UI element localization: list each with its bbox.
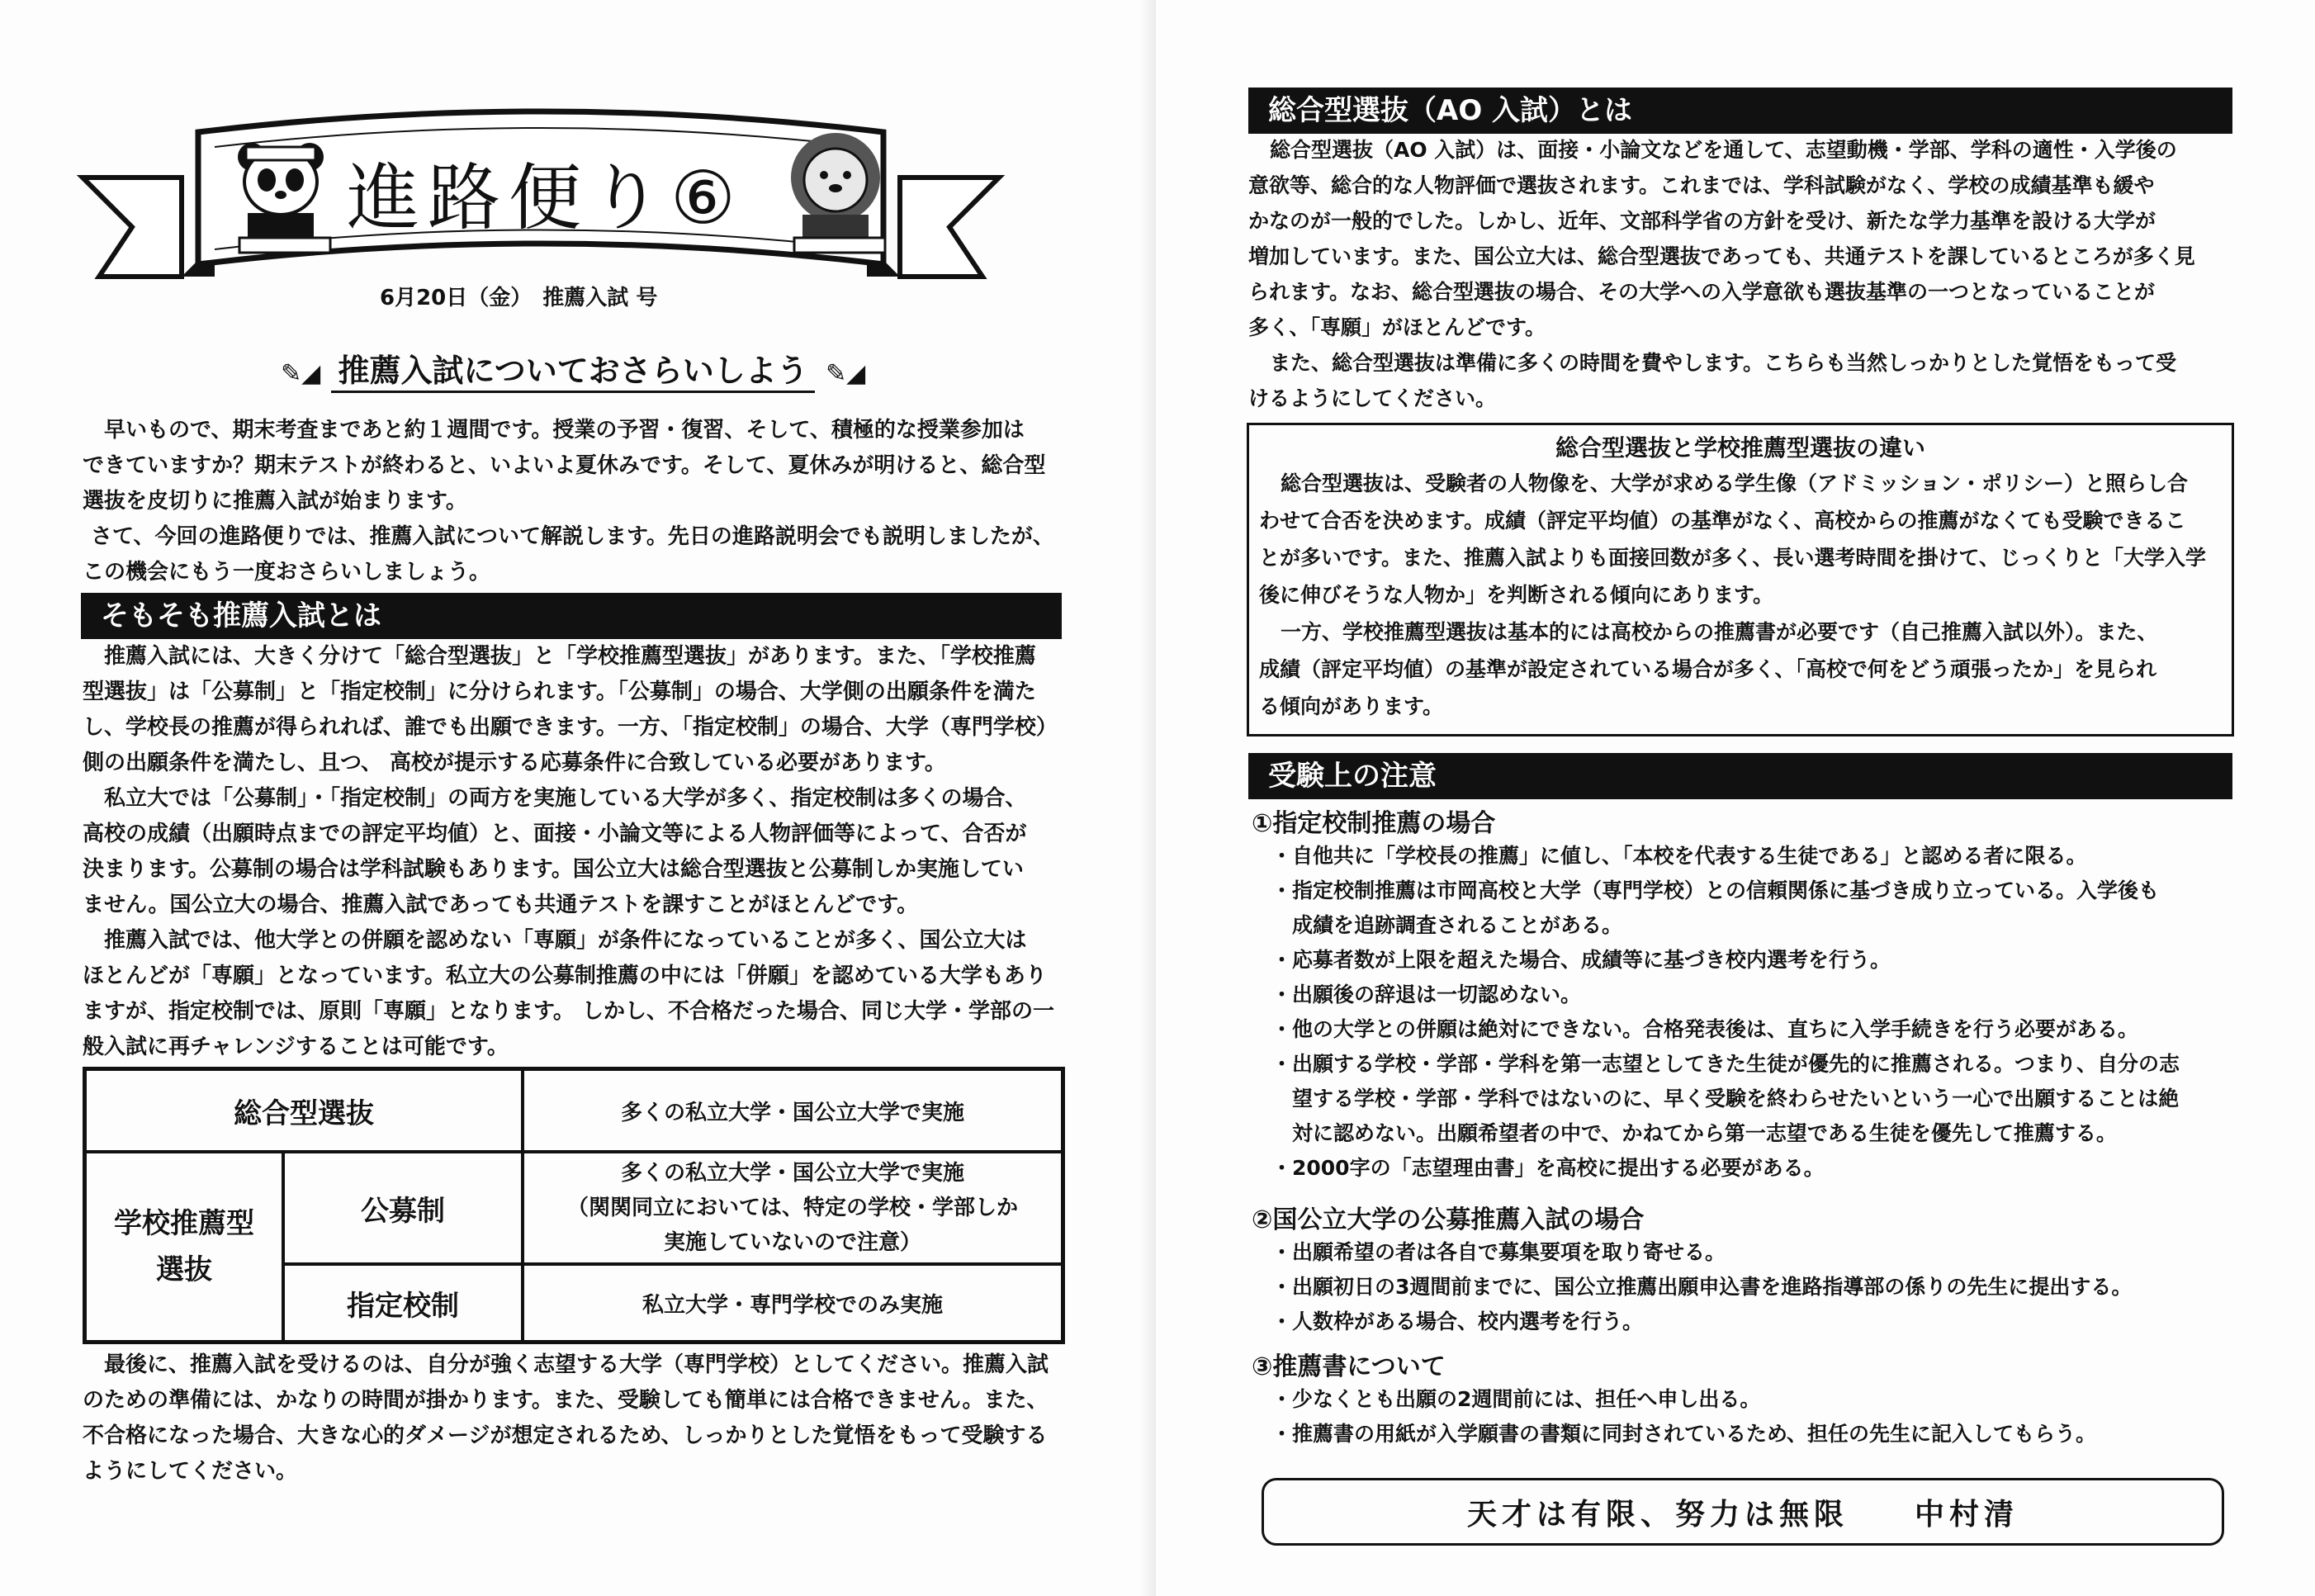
list-item: ・出願初日の3週間前までに、国公立推薦出願申込書を進路指導部の係りの先生に提出する。 <box>1271 1275 2133 1299</box>
quote-text: 天才は有限、努力は無限 <box>1466 1496 1849 1532</box>
list-item: ・自他共に「学校長の推薦」に値し、「本校を代表する生徒である」と認める者に限る。 <box>1271 844 2087 868</box>
list-item: ・出願希望の者は各自で募集要項を取り寄せる。 <box>1271 1240 1726 1264</box>
text-line: ようにしてください。 <box>83 1459 298 1484</box>
public-notes-list <box>1271 1235 2229 1339</box>
issue-date: 6月20日（金） 推薦入試 号 <box>380 286 658 310</box>
section-heading-recommendation: そもそも推薦入試とは <box>81 593 1062 639</box>
list-item: ・2000字の「志望理由書」を高校に提出する必要がある。 <box>1271 1156 1825 1180</box>
text-line: さて、今回の進路便りでは、推薦入試について解説します。先日の進路説明会でも説明しましたが、 <box>91 524 1054 549</box>
designated-notes-list <box>1271 839 2229 1186</box>
text-line: 総合型選抜（AO 入試）は、面接・小論文などを通して、志望動機・学部、学科の適性・入学後の <box>1270 138 2177 162</box>
section-heading-ao: 総合型選抜（AO 入試）とは <box>1248 88 2232 134</box>
text-line: 意欲等、総合的な人物評価で選抜されます。これまでは、学科試験がなく、学校の成績基準も緩や <box>1248 173 2155 197</box>
text-line: 側の出願条件を満たし、且つ、 高校が提示する応募条件に合致している必要があります。 <box>83 751 946 775</box>
list-item: ・推薦書の用紙が入学願書の書類に同封されているため、担任の先生に記入してもらう。 <box>1271 1422 2097 1446</box>
recommendation-paragraph <box>83 639 1073 1065</box>
text-line: わせて合否を決めます。成績（評定平均値）の基準がなく、高校からの推薦がなくても受験できるこ <box>1259 509 2186 533</box>
list-item: 成績を追跡調査されることがある。 <box>1271 913 1623 937</box>
text-line: 選抜を皮切りに推薦入試が始まります。 <box>83 489 467 514</box>
text-line: 一方、学校推薦型選抜は基本的には高校からの推薦書が必要です（自己推薦入試以外）。また、 <box>1281 620 2158 644</box>
text-line: 総合型選抜は、受験者の人物像を、大学が求める学生像（アドミッション・ポリシー）と照らし合 <box>1281 471 2189 495</box>
ao-paragraph <box>1248 132 2236 416</box>
list-item: ・応募者数が上限を超えた場合、成績等に基づき校内選考を行う。 <box>1271 948 1891 972</box>
text-line: 私立大では「公募制」・「指定校制」の両方を実施している大学が多く、指定校制は多くの場合、 <box>104 786 1027 811</box>
intro-heading <box>281 345 865 391</box>
letter-notes-list <box>1271 1382 2229 1452</box>
text-line: られます。なお、総合型選抜の場合、その大学への入学意欲も選抜基準の一つとなっていることが <box>1248 280 2156 304</box>
list-item: 対に認めない。出願希望者の中で、かねてから第一志望である生徒を優先して推薦する。 <box>1271 1121 2117 1145</box>
text-line: また、総合型選抜は準備に多くの時間を費やします。こちらも当然しっかりとした覚悟をもって受 <box>1270 351 2177 375</box>
text-line: 不合格になった場合、大きな心的ダメージが想定されるため、しっかりとした覚悟をもって受験する <box>83 1423 1048 1448</box>
list-item: ・他の大学との併願は絶対にできない。合格発表後は、直ちに入学手続きを行う必要がある。 <box>1271 1017 2139 1041</box>
difference-box <box>1247 423 2234 736</box>
text-line: ますが、指定校制では、原則「専願」となります。 しかし、不合格だった場合、同じ大学・学部の一 <box>83 999 1054 1024</box>
table-label-cell: 公募制 <box>285 1153 524 1266</box>
text-line: 推薦入試では、他大学との併願を認めない「専願」が条件になっていることが多く、国公立大は <box>104 928 1027 953</box>
comparison-table <box>83 1067 1065 1344</box>
list-item: ・指定校制推薦は市岡高校と大学（専門学校）との信頼関係に基づき成り立っている。入学後も <box>1271 879 2160 902</box>
table-group-cell: 学校推薦型 選抜 <box>87 1153 285 1340</box>
text-line: けるようにしてください。 <box>1248 386 1497 410</box>
list-item: 望する学校・学部・学科ではないのに、早く受験を終わらせたいという一心で出願することは絶 <box>1271 1087 2180 1111</box>
pencil-icon: ✎◢ <box>281 359 321 388</box>
newsletter-title: 進路便り⑥ <box>347 155 744 240</box>
text-line: ほとんどが「専願」となっています。私立大の公募制推薦の中には「併願」を認めている大学もあり <box>83 964 1047 988</box>
text-line: 後に伸びそうな人物か」を判断される傾向にあります。 <box>1259 583 1774 607</box>
table-value-cell: 私立大学・専門学校でのみ実施 <box>641 1292 943 1318</box>
list-item: ・少なくとも出願の2週間前には、担任へ申し出る。 <box>1271 1387 1761 1411</box>
sub-heading-designated: ①指定校制推薦の場合 <box>1252 809 1496 838</box>
text-line: かなのが一般的でした。しかし、近年、文部科学省の方針を受け、新たな学力基準を設ける大学が <box>1248 209 2156 233</box>
difference-paragraph <box>1259 465 2223 725</box>
text-line: のための準備には、かなりの時間が掛かります。また、受験しても簡単には合格できません。また、 <box>83 1388 1049 1413</box>
table-label-cell: 指定校制 <box>285 1266 524 1340</box>
section-heading-notes: 受験上の注意 <box>1248 753 2232 799</box>
text-line: し、学校長の推薦が得られれば、誰でも出願できます。一方、「指定校制」の場合、大学（専門学校） <box>83 715 1058 740</box>
text-line: る傾向があります。 <box>1259 694 1444 718</box>
text-line: 最後に、推薦入試を受けるのは、自分が強く志望する大学（専門学校）としてください。推薦入試 <box>104 1352 1049 1377</box>
closing-paragraph <box>83 1347 1073 1489</box>
difference-box-title: 総合型選抜と学校推薦型選抜の違い <box>1555 434 1925 462</box>
text-line: 多く、「専願」がほとんどです。 <box>1248 315 1546 339</box>
text-line: ません。国公立大の場合、推薦入試であっても共通テストを課すことがほとんどです。 <box>83 893 919 917</box>
pencil-icon: ✎◢ <box>825 359 866 388</box>
quote-author: 中村清 <box>1915 1496 2019 1532</box>
quote-box <box>1262 1478 2224 1546</box>
intro-paragraph <box>83 413 1073 590</box>
list-item: ・人数枠がある場合、校内選考を行う。 <box>1271 1309 1644 1333</box>
intro-heading-text: 推薦入試についておさらいしよう <box>331 353 814 393</box>
left-page <box>0 0 1152 1596</box>
list-item: ・出願後の辞退は一切認めない。 <box>1271 983 1582 1006</box>
list-item: ・出願する学校・学部・学科を第一志望としてきた生徒が優先的に推薦される。つまり、自分の志 <box>1271 1052 2180 1076</box>
table-value-cell: 多くの私立大学・国公立大学で実施 <box>524 1071 1061 1153</box>
text-line: 早いもので、期末考査まであと約１週間です。授業の予習・復習、そして、積極的な授業参加は <box>104 418 1025 443</box>
text-line: 般入試に再チャレンジすることは可能です。 <box>83 1035 509 1059</box>
text-line: とが多いです。また、推薦入試よりも面接回数が多く、長い選考時間を掛けて、じっくりと「大学入学 <box>1259 546 2207 570</box>
text-line: 成績（評定平均値）の基準が設定されている場合が多く、「高校で何をどう頑張ったか」を見られ <box>1259 657 2157 681</box>
text-line: 高校の成績（出願時点までの評定平均値）と、面接・小論文等による人物評価等によって、合否が <box>83 822 1027 846</box>
text-line: 推薦入試には、大きく分けて「総合型選抜」と「学校推薦型選抜」があります。また、「学校推薦 <box>104 644 1036 669</box>
table-value-cell: 多くの私立大学・国公立大学で実施 （関関同立においては、特定の学校・学部しか 実施していないので注意） <box>524 1153 1061 1266</box>
text-line: 型選抜」は「公募制」と「指定校制」に分けられます。「公募制」の場合、大学側の出願条件を満た <box>83 680 1036 704</box>
text-line: この機会にもう一度おさらいしましょう。 <box>83 560 491 585</box>
sub-heading-public: ②国公立大学の公募推薦入試の場合 <box>1252 1205 1645 1234</box>
text-line: できていますか？期末テストが終わると、いよいよ夏休みです。そして、夏休みが明けると、総合型 <box>83 453 1046 478</box>
sub-heading-letter: ③推薦書について <box>1252 1352 1446 1381</box>
table-label-cell: 総合型選抜 <box>87 1071 524 1153</box>
text-line: 増加しています。また、国公立大は、総合型選抜であっても、共通テストを課しているところが多く見 <box>1248 244 2195 268</box>
text-line: 決まります。公募制の場合は学科試験もあります。国公立大は総合型選抜と公募制しか実施してい <box>83 857 1024 882</box>
